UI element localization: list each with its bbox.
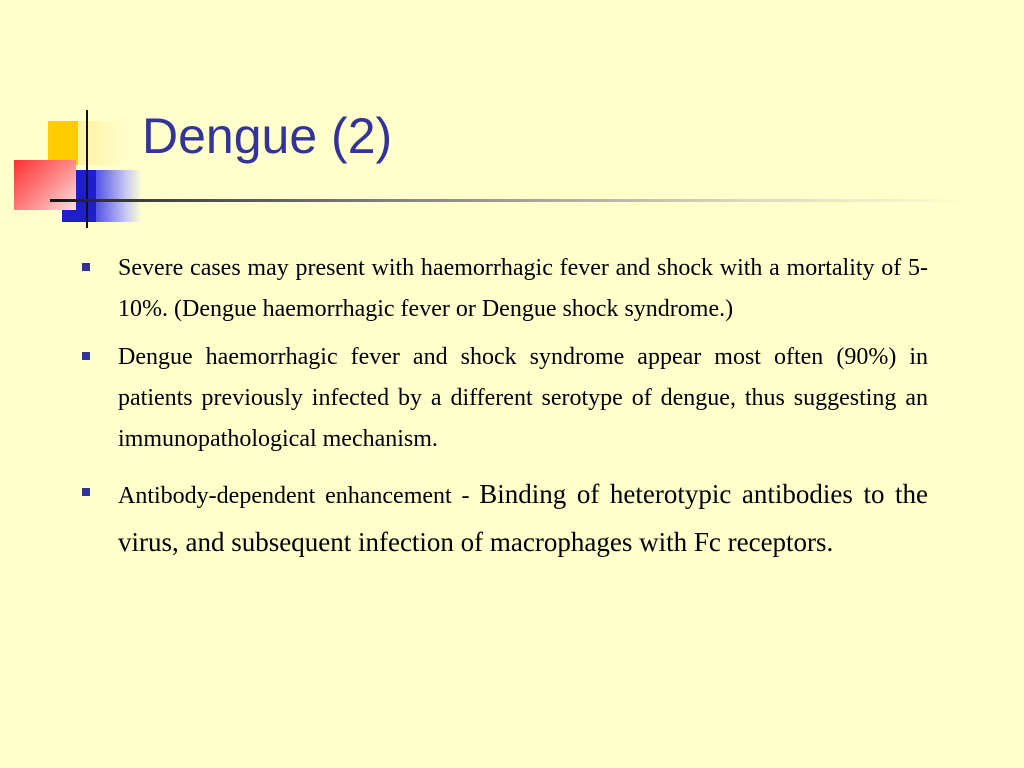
bullet-item <box>78 471 928 567</box>
vertical-rule <box>86 110 88 228</box>
bullet-text-lead: Antibody-dependent enhancement - <box>118 483 480 509</box>
red-square <box>14 160 76 210</box>
bullet-list <box>78 248 928 567</box>
bullet-text: Dengue haemorrhagic fever and shock syndrome appear most often (90%) in patients previously infected by a different serotype of dengue, thus suggesting an immunopathological mechanism. <box>118 344 928 452</box>
bullet-text: Severe cases may present with haemorrhagic fever and shock with a mortality of 5-10%. (Dengue haemorrhagic fever or Dengue shock syndrome.) <box>118 255 928 322</box>
bullet-item <box>78 248 928 330</box>
bullet-text-emphasis: Binding of heterotypic antibodies to the virus, and subsequent infection of macrophages with Fc receptors. <box>118 479 928 557</box>
square-bullet-icon <box>82 352 90 360</box>
yellow-square <box>48 121 78 165</box>
bullet-text <box>118 471 928 567</box>
square-bullet-icon <box>82 263 90 271</box>
title-underline <box>50 199 972 202</box>
bullet-item <box>78 337 928 460</box>
slide-title: Dengue (2) <box>142 108 393 164</box>
square-bullet-icon <box>82 488 90 496</box>
